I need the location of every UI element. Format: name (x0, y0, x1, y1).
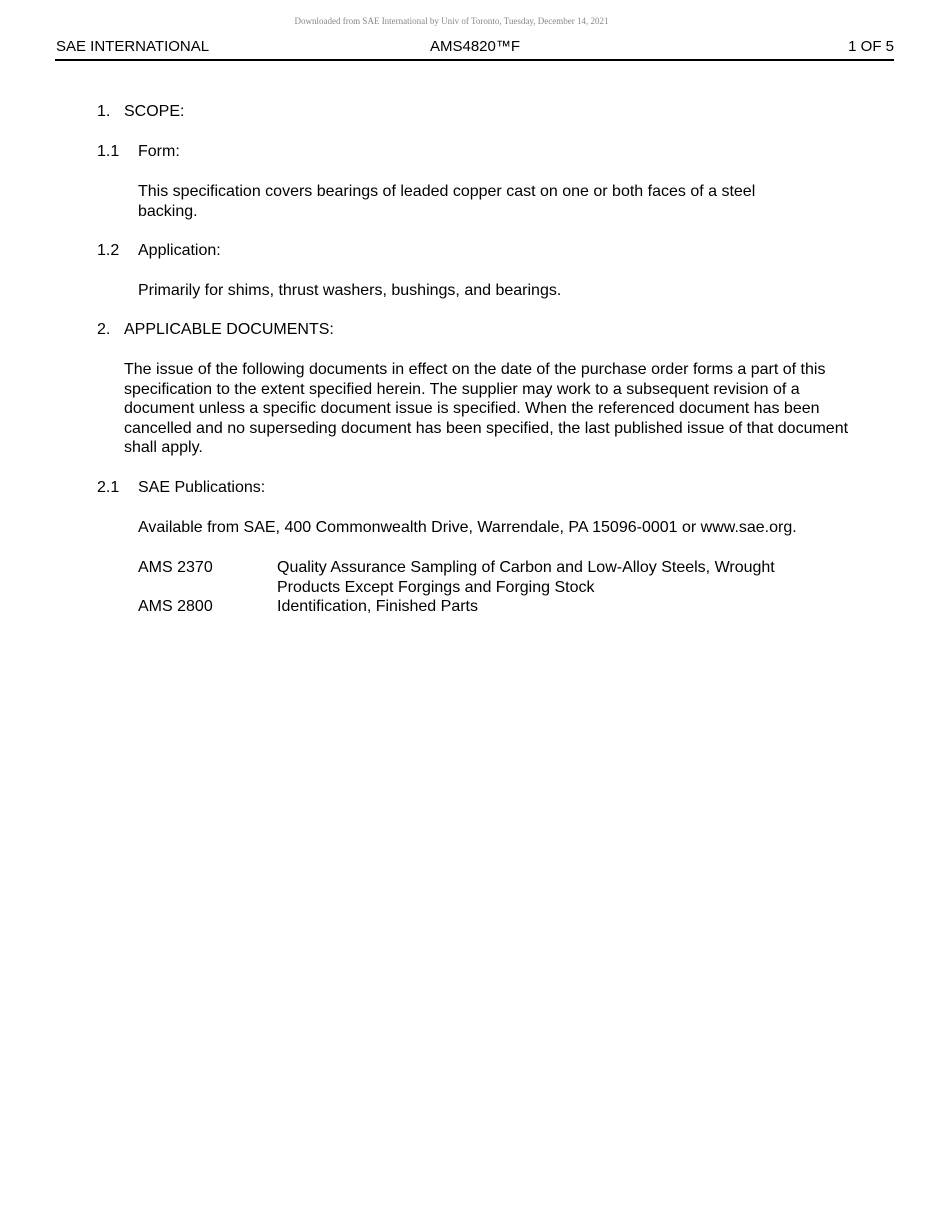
reference-code: AMS 2800 (138, 598, 213, 615)
section-2-1-body: Available from SAE, 400 Commonwealth Drive, Warrendale, PA 15096-0001 or www.sae.org. (138, 519, 797, 536)
section-2-title: APPLICABLE DOCUMENTS: (124, 321, 334, 338)
section-2-1-number: 2.1 (97, 479, 120, 496)
header-organization: SAE INTERNATIONAL (56, 38, 210, 55)
section-1-1-number: 1.1 (97, 143, 120, 160)
section-1-2-title: Application: (138, 242, 221, 259)
header-page-number: 1 OF 5 (848, 38, 894, 55)
download-notice: Downloaded from SAE International by Univ of Toronto, Tuesday, December 14, 2021 (294, 16, 609, 26)
reference-code: AMS 2370 (138, 559, 213, 576)
section-2-number: 2. (97, 321, 111, 338)
section-1-1-title: Form: (138, 143, 180, 160)
section-1-number: 1. (97, 103, 111, 120)
section-1-1-body: This specification covers bearings of leaded copper cast on one or both faces of a steel backing. (138, 183, 756, 220)
section-1-2-body: Primarily for shims, thrust washers, bushings, and bearings. (138, 282, 562, 299)
reference-title: Identification, Finished Parts (277, 598, 478, 615)
header-rule (55, 59, 894, 61)
header-document-id: AMS4820™F (429, 38, 521, 55)
section-2-body: The issue of the following documents in effect on the date of the purchase order forms a part of this specification to the extent specified herein. The supplier may work to a subsequent revision of a document unless a specific document issue is specified. When the referenced document has been cancelled and no superseding document has been specified, the last published issue of that document shall apply. (124, 361, 849, 456)
section-1-title: SCOPE: (124, 103, 185, 120)
reference-title: Quality Assurance Sampling of Carbon and Low-Alloy Steels, Wrought Products Except Forgings and Forging Stock (277, 559, 775, 596)
section-2-1-title: SAE Publications: (138, 479, 266, 496)
section-1-2-number: 1.2 (97, 242, 120, 259)
